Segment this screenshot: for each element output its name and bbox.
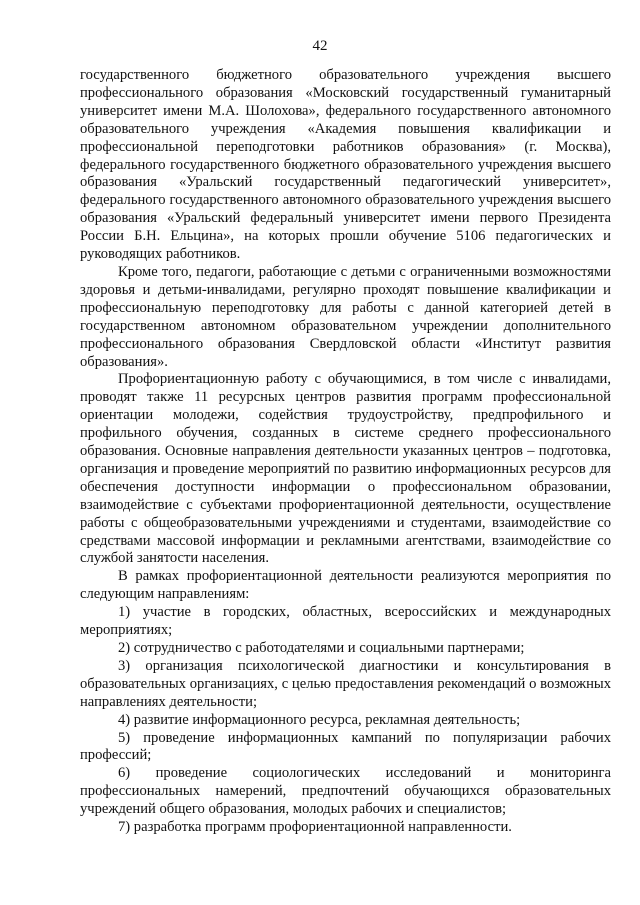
- body-text: [80, 67, 611, 837]
- list-item-4: 4) развитие информационного ресурса, рекламная деятельность;: [118, 711, 521, 728]
- list-item-7: 7) разработка программ профориентационной направленности.: [118, 819, 512, 836]
- paragraph-3: Профориентационную работу с обучающимися, в том числе с инвалидами, проводят также 11 ресурсных центров развития программ профессиональной ориентации молодежи, содействия трудоустройству, предпрофильного и профильного обучения, созданных в системе среднего профессионального образования. Основные направления деятельности указанных центров – подготовка, организация и проведение мероприятий по развитию информационных ресурсов для обеспечения доступности информации о профессиональном образовании, взаимодействие с субъектами профориентационной деятельности, осуществление работы с общеобразовательными учреждениями и студентами, взаимодействие со средствами массовой информации и рекламными агентствами, взаимодействие со службой занятости населения.: [80, 371, 611, 567]
- list-item-6: 6) проведение социологических исследований и мониторинга профессиональных намерений, предпочтений обучающихся образовательных учреждений общего образования, молодых рабочих и специалистов;: [80, 765, 611, 818]
- page-number: 42: [312, 38, 328, 54]
- paragraph-2: Кроме того, педагоги, работающие с детьми с ограниченными возможностями здоровья и детьми-инвалидами, регулярно проходят повышение квалификации и профессиональную переподготовку для работы с данной категорией детей в государственном автономном образовательном учреждении дополнительного профессионального образования Свердловской области «Институт развития образования».: [80, 263, 611, 370]
- paragraph-4: В рамках профориентационной деятельности реализуются мероприятия по следующим направлениям:: [80, 568, 611, 603]
- list-item-1: 1) участие в городских, областных, всероссийских и международных мероприятиях;: [80, 604, 611, 639]
- list-item-5: 5) проведение информационных кампаний по популяризации рабочих профессий;: [80, 729, 611, 764]
- list-item-2: 2) сотрудничество с работодателями и социальными партнерами;: [118, 640, 525, 656]
- list-item-3: 3) организация психологической диагностики и консультирования в образовательных организациях, с целью предоставления рекомендаций о возможных направлениях деятельности;: [80, 657, 611, 710]
- paragraph-1-continuation: государственного бюджетного образовательного учреждения высшего профессионального образования «Московский государственный гуманитарный университет имени М.А. Шолохова», федерального государственного автономного образовательного учреждения «Академия повышения квалификации и профессиональной переподготовки работников образования» (г. Москва), федерального государственного бюджетного образовательного учреждения высшего образования «Уральский государственный педагогический университет», федерального государственного автономного образовательного учреждения высшего образования «Уральский федеральный университет имени первого Президента России Б.Н. Ельцина», на которых прошли обучение 5106 педагогических и руководящих работников.: [80, 67, 611, 263]
